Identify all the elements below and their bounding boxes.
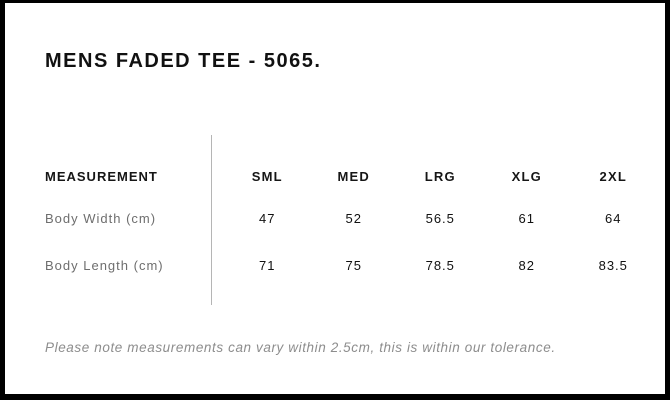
column-header-med: MED xyxy=(337,168,370,184)
row-label-body-width: Body Width (cm) xyxy=(45,210,157,226)
column-header-lrg: LRG xyxy=(424,168,456,184)
size-table-header-row xyxy=(45,168,657,184)
size-table xyxy=(45,168,657,273)
table-row-body-length xyxy=(45,257,657,273)
value-body-length-sml: 71 xyxy=(259,257,276,273)
column-header-sml: SML xyxy=(251,168,283,184)
value-body-length-xlg: 82 xyxy=(518,257,535,273)
value-body-length-med: 75 xyxy=(345,257,362,273)
row-label-body-length: Body Length (cm) xyxy=(45,257,164,273)
value-body-length-2xl: 83.5 xyxy=(598,257,628,273)
column-header-xlg: XLG xyxy=(511,168,542,184)
value-body-length-lrg: 78.5 xyxy=(425,257,455,273)
value-body-width-xlg: 61 xyxy=(518,210,535,226)
table-row-body-width xyxy=(45,210,657,226)
column-header-2xl: 2XL xyxy=(599,168,627,184)
value-body-width-med: 52 xyxy=(345,210,362,226)
value-body-width-2xl: 64 xyxy=(605,210,622,226)
tolerance-note: Please note measurements can vary within 2.5cm, this is within our tolerance. xyxy=(45,340,556,355)
column-header-measurement: MEASUREMENT xyxy=(45,168,158,184)
value-body-width-sml: 47 xyxy=(259,210,276,226)
value-body-width-lrg: 56.5 xyxy=(425,210,455,226)
product-title: MENS FADED TEE - 5065. xyxy=(45,50,322,72)
